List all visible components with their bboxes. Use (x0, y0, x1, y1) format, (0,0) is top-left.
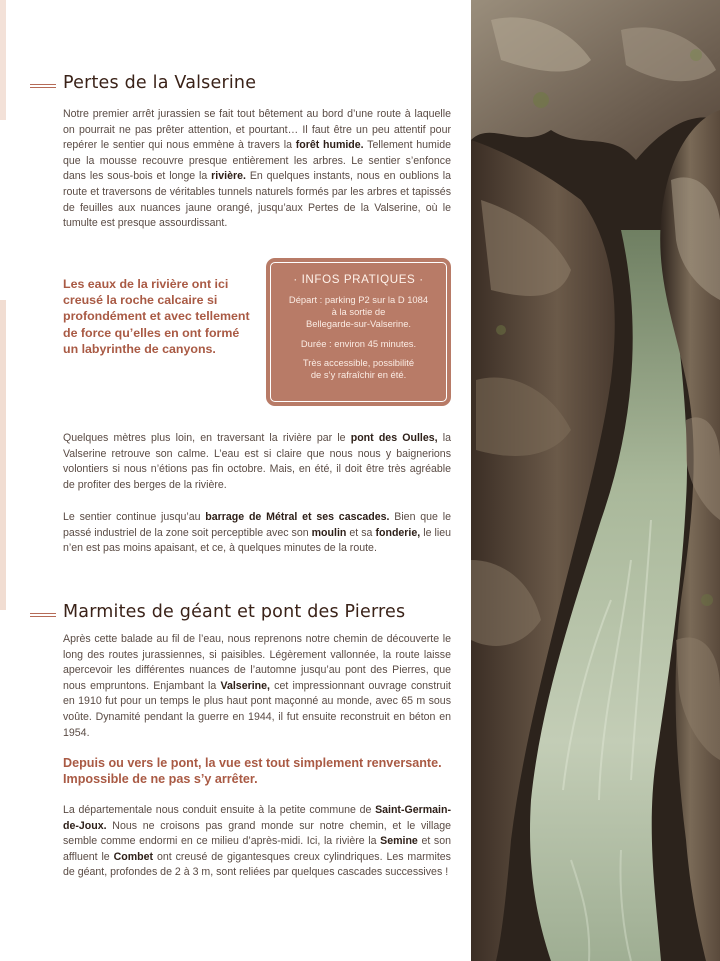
section-title-pertes: Pertes de la Valserine (63, 73, 257, 93)
info-box-title: · INFOS PRATIQUES · (293, 273, 424, 286)
bold-term: barrage de Métral et ses cascades. (205, 511, 390, 523)
bold-term: Valserine, (220, 679, 270, 692)
text-run: Après cette balade au fil de l’eau, nous reprenons notre chemin de découverte le long des routes jurassiennes, si paisibles. Légèrement vallonnée, la route laisse apercevoir les différentes nuances de l’automne jusqu’au pont des Pierres, que nous empruntons. Enjambant la (63, 633, 451, 692)
text-run: En quelques instants, nous en oublions la route et traversons de véritables tunnels naturels formés par les arbres et tapissés de feuilles aux nuances jaune orangé, jusqu’aux Pertes de la Valserine, où le tumulte est presque assourdissant. (63, 170, 452, 230)
bold-term: rivière. (211, 170, 246, 183)
text-run: Quelques mètres plus loin, en traversant la rivière par le (63, 432, 351, 444)
section-title-marmites: Marmites de géant et pont des Pierres (63, 602, 406, 622)
text-run: Le sentier continue jusqu’au (63, 511, 206, 523)
bold-term: forêt humide. (295, 139, 364, 152)
text-run: Tellement humide que la mousse recouvre presque entièrement les arbres. Le sentier s’enfonce dans les sous-bois et longe la (63, 139, 451, 183)
paragraph-barrage (63, 510, 451, 557)
text-run: Notre premier arrêt jurassien se fait tout bêtement au bord d’une route à laquelle on pourrait ne pas prêter attention, et pourtant… Il faut être un peu attentif pour repérer le sentier qui nous emmène à travers la (63, 108, 451, 152)
bold-term: Saint-Germain-de-Joux. (63, 804, 451, 832)
page-edge-tint (0, 300, 6, 610)
paragraph-pont-des-pierres (63, 632, 451, 741)
page-edge-tint (0, 0, 6, 120)
info-depart-line: Départ : parking P2 sur la D 1084 (288, 294, 429, 305)
pull-quote-canyons: Les eaux de la rivière ont ici creusé la roche calcaire si profondément et avec tellement de force qu’elles en ont formé un labyrinthe de canyons. (63, 277, 250, 356)
text-run: la Valserine retrouve son calme. L’eau est si claire que nous nous y baignerions volontiers si nous n’étions pas fin octobre. Mais, en été, il doit être très agréable de profiter des berges de la rivière. (63, 432, 451, 491)
text-run: cet impressionnant ouvrage construit en 1910 fut pour un temps le plus haut pont maçonné au monde, avec 65 m sous voûte. Dynamité pendant la guerre en 1944, il fut ensuite reconstruit en béton en 1954. (63, 679, 451, 739)
bold-term: moulin (311, 526, 347, 539)
text-run: La départementale nous conduit ensuite à la petite commune de (63, 804, 376, 816)
text-run: Nous ne croisons pas grand monde sur notre chemin, et le village semble comme endormi en ce milieu d’après-midi. Ici, la rivière la (63, 819, 451, 848)
title-rule (30, 613, 56, 615)
paragraph-pont-des-oulles (63, 431, 451, 493)
info-depart-line: Bellegarde-sur-Valserine. (305, 318, 412, 330)
pull-quote-vue: Depuis ou vers le pont, la vue est tout simplement renversante. Impossible de ne pas s’y arrêter. (63, 756, 442, 787)
bold-term: fonderie, (375, 526, 421, 539)
bold-term: pont des Oulles, (350, 432, 438, 444)
river-gorge-photo (471, 0, 720, 961)
info-duree: Durée : environ 45 minutes. (300, 337, 417, 349)
bold-term: Combet (113, 850, 154, 863)
text-run: et sa (346, 526, 376, 539)
paragraph-intro (63, 107, 451, 232)
info-box (266, 258, 451, 406)
paragraph-saint-germain (63, 803, 451, 881)
info-access-line: Très accessible, possibilité (302, 356, 415, 368)
text-run: et son affluent le (63, 835, 451, 863)
title-rule (30, 84, 56, 86)
info-depart-line: à la sortie de (331, 306, 386, 318)
text-run: Bien que le passé industriel de la zone soit perceptible avec son (63, 511, 451, 539)
bold-term: Semine (380, 835, 418, 848)
text-run: le lieu n’en est pas moins apaisant, et ce, à quelques minutes de la route. (63, 526, 451, 555)
info-access-line: de s’y rafraîchir en été. (310, 369, 407, 381)
text-run: ont creusé de gigantesques creux cylindriques. Les marmites de géant, profondes de 2 à 3 m, sont reliées par quelques cascades successives ! (63, 850, 451, 879)
